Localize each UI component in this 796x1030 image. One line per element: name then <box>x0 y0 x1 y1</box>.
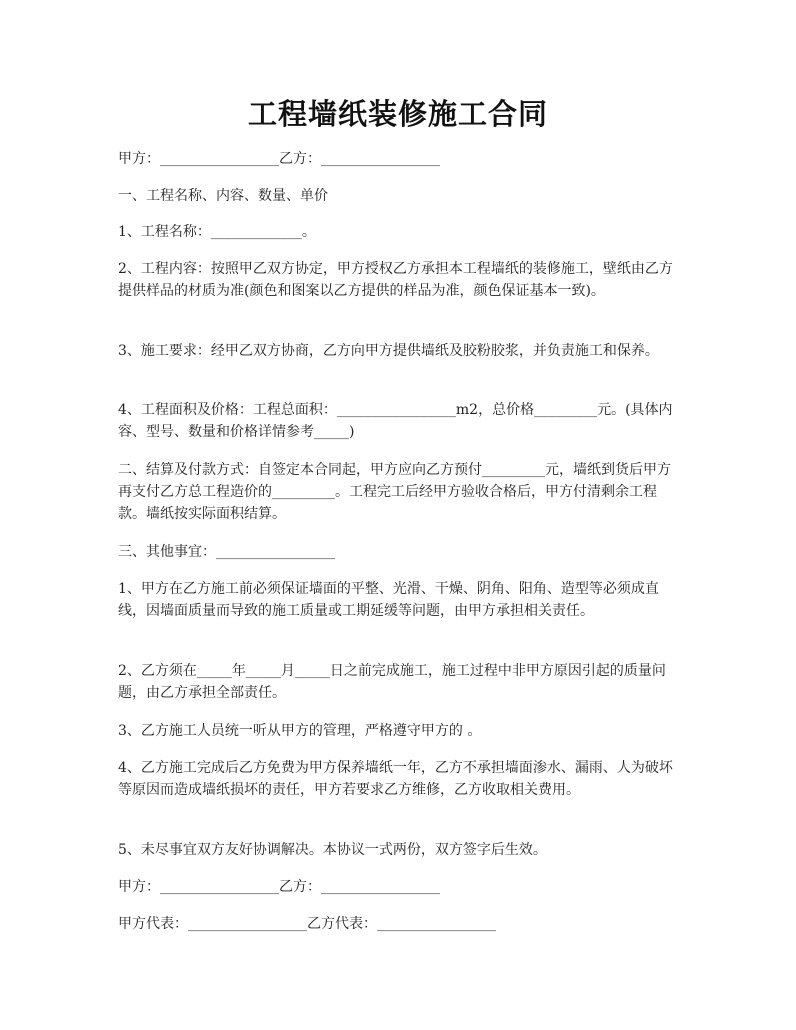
clause-misc: 5、未尽事宜双方友好协调解决。本协议一式两份，双方签字后生效。 <box>118 842 547 858</box>
document-title: 工程墙纸装修施工合同 <box>247 97 548 131</box>
clause-management: 3、乙方施工人员统一听从甲方的管理，严格遵守甲方的 。 <box>118 723 482 739</box>
section-heading-2-payment: 二、结算及付款方式：自签定本合同起，甲方应向乙方预付_________元，墙纸到货后甲方再支付乙方总工程造价的_________。工程完工后经甲方验收合格后，甲方付清剩余工程款。墙纸按实际面积结算。 <box>118 462 671 522</box>
party-line: 甲方：_________________乙方：_________________ <box>118 151 440 167</box>
signature-party-line: 甲方：_________________乙方：_________________ <box>118 879 440 895</box>
clause-area-and-price: 4、工程面积及价格：工程总面积：_________________m2，总价格_________元。(具体内容、型号、数量和价格详情参考_____) <box>118 402 673 440</box>
clause-project-name: 1、工程名称：_____________。 <box>118 224 316 240</box>
clause-completion-date: 2、乙方须在_____年_____月_____日之前完成施工，施工过程中非甲方原因引起的质量问题，由乙方承担全部责任。 <box>118 663 666 701</box>
signature-representative-line: 甲方代表：_________________乙方代表：_________________ <box>118 916 496 932</box>
clause-wall-surface: 1、甲方在乙方施工前必须保证墙面的平整、光滑、干燥、阴角、阳角、造型等必须成直线，因墙面质量而导致的施工质量或工期延缓等问题，由甲方承担相关责任。 <box>118 581 659 619</box>
clause-construction-requirements: 3、施工要求：经甲乙双方协商，乙方向甲方提供墙纸及胶粉胶浆，并负责施工和保养。 <box>118 343 659 359</box>
clause-project-content: 2、工程内容：按照甲乙双方协定，甲方授权乙方承担本工程墙纸的装修施工，壁纸由乙方提供样品的材质为准(颜色和图案以乙方提供的样品为准，颜色保证基本一致)。 <box>118 261 673 299</box>
clause-maintenance: 4、乙方施工完成后乙方免费为甲方保养墙纸一年，乙方不承担墙面渗水、漏雨、人为破坏等原因而造成墙纸损坏的责任，甲方若要求乙方维修，乙方收取相关费用。 <box>118 760 673 798</box>
section-heading-3-other: 三、其他事宜：_________________ <box>118 544 335 560</box>
section-heading-1: 一、工程名称、内容、数量、单价 <box>118 188 328 204</box>
